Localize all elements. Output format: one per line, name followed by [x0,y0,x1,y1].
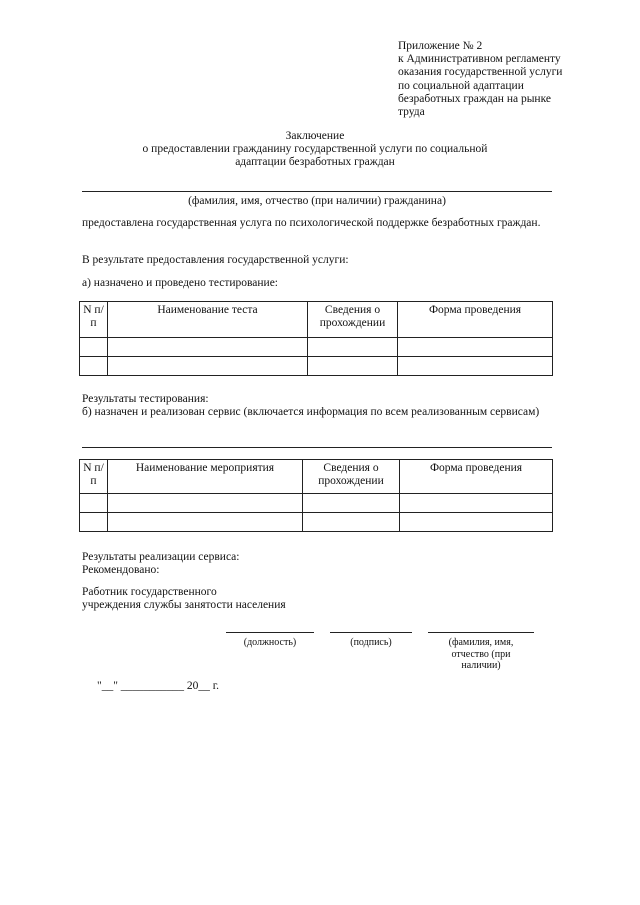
table-cell[interactable] [303,494,400,513]
table-cell[interactable] [398,357,553,376]
table-cell[interactable] [80,494,108,513]
table-row [80,357,553,376]
table-header-row [80,302,553,338]
item-a: а) назначено и проведено тестирование: [82,277,278,289]
citizen-name-line [82,191,552,192]
header-cell-number: N п/п [80,302,108,338]
position-line [226,632,314,633]
header-cell-completion: Сведения о прохождении [303,460,400,494]
title-line: о предоставлении гражданину государственной услуги по социальной [142,143,488,155]
appendix-line: по социальной адаптации [398,79,524,92]
table-cell[interactable] [108,494,303,513]
table-cell[interactable] [400,494,553,513]
table-row [80,513,553,532]
table-cell[interactable] [308,357,398,376]
header-cell-event-name: Наименование мероприятия [108,460,303,494]
header-cell-form: Форма проведения [400,460,553,494]
table-cell[interactable] [80,338,108,357]
table-row [80,494,553,513]
name-line [428,632,534,633]
appendix-line: Приложение № 2 [398,40,483,52]
document-title [90,130,540,169]
table-cell[interactable] [303,513,400,532]
table-row [80,338,553,357]
table-cell[interactable] [80,513,108,532]
position-caption: (должность) [243,637,297,648]
table-cell[interactable] [400,513,553,532]
item-b: б) назначен и реализован сервис (включается информация по всем реализованным сервисам) [82,406,540,418]
table-header-row [80,460,553,494]
header-cell-completion: Сведения о прохождении [308,302,398,338]
table-cell[interactable] [308,338,398,357]
services-line [82,447,552,448]
header-cell-test-name: Наименование теста [108,302,308,338]
result-intro: В результате предоставления государственной услуги: [82,254,349,266]
service-results-label: Результаты реализации сервиса: [82,551,240,563]
table-cell[interactable] [80,357,108,376]
title-heading: Заключение [285,130,345,142]
appendix-line: безработных граждан на рынке [398,92,551,105]
table-cell[interactable] [398,338,553,357]
table-cell[interactable] [108,338,308,357]
service-text: предоставлена государственная услуга по психологической поддержке безработных граждан. [82,217,541,229]
date-line: "__" ___________ 20__ г. [97,680,220,692]
title-line: адаптации безработных граждан [235,156,395,168]
header-cell-number: N п/п [80,460,108,494]
worker-line: учреждения службы занятости населения [82,599,286,611]
signature-line [330,632,412,633]
appendix-line: труда [398,106,425,119]
worker-line: Работник государственного [82,586,217,598]
appendix-line: к Административном регламенту [398,53,561,66]
appendix-block [398,40,598,119]
appendix-line: оказания государственной услуги [398,66,563,79]
test-results-label: Результаты тестирования: [82,393,209,405]
citizen-caption: (фамилия, имя, отчество (при наличии) гражданина) [188,195,446,207]
table-cell[interactable] [108,357,308,376]
recommended-label: Рекомендовано: [82,564,160,576]
table-cell[interactable] [108,513,303,532]
services-table [79,459,553,532]
header-cell-form: Форма проведения [398,302,553,338]
name-caption: (фамилия, имя, отчество (при наличии) [448,637,514,671]
signature-caption: (подпись) [350,637,392,648]
testing-table [79,301,553,376]
